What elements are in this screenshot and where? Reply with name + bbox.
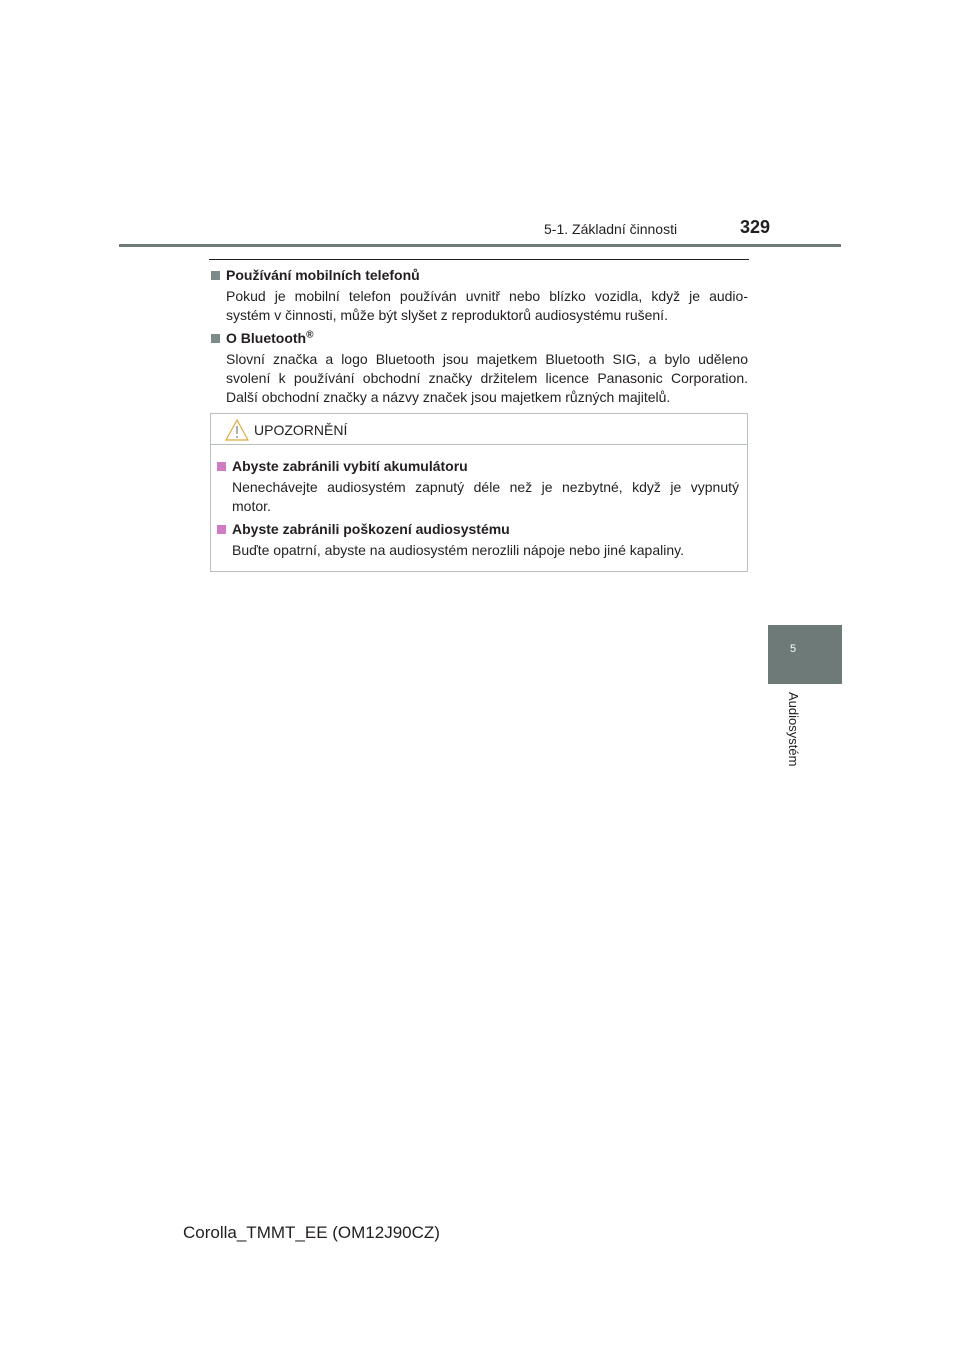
paragraph-line: systém v činnosti, může být slyšet z reproduktorů audiosystému rušení.	[226, 307, 668, 323]
paragraph-line: svolení k používání obchodní značky držitelem licence Panasonic Corporation.	[226, 370, 748, 386]
paragraph-line: motor.	[232, 498, 271, 514]
caution-paragraph-damage	[232, 541, 739, 560]
caution-box	[210, 413, 748, 572]
main-content	[210, 266, 748, 411]
caution-title: UPOZORNĚNÍ	[254, 422, 348, 438]
chapter-label: Audiosystém	[786, 692, 801, 767]
square-bullet-icon	[211, 334, 220, 343]
chapter-number: 5	[789, 643, 797, 655]
paragraph-line: Nenechávejte audiosystém zapnutý déle než je nezbytné, když je vypnutý	[232, 479, 739, 495]
caution-header	[211, 414, 747, 445]
paragraph-bluetooth	[226, 350, 748, 407]
square-bullet-icon	[217, 462, 226, 471]
caution-paragraph-battery	[232, 478, 739, 516]
paragraph-line: Pokud je mobilní telefon používán uvnitř nebo blízko vozidla, když je audio-	[226, 288, 748, 304]
caution-body	[211, 445, 747, 560]
section-heading-mobile-phones: Používání mobilních telefonů	[210, 266, 748, 285]
page-number: 329	[740, 217, 771, 237]
warning-triangle-icon	[225, 419, 249, 441]
section-heading-bluetooth: O Bluetooth®	[210, 329, 748, 348]
content-divider	[209, 259, 749, 260]
chapter-tab	[768, 625, 842, 684]
paragraph-line: Slovní značka a logo Bluetooth jsou majetkem Bluetooth SIG, a bylo uděleno	[226, 351, 748, 367]
footer-document-id: Corolla_TMMT_EE (OM12J90CZ)	[183, 1223, 440, 1242]
section-title: 5-1. Základní činnosti	[544, 221, 678, 237]
paragraph-mobile-phones	[226, 287, 748, 325]
paragraph-line: Buďte opatrní, abyste na audiosystém nerozlili nápoje nebo jiné kapaliny.	[232, 542, 684, 558]
square-bullet-icon	[211, 271, 220, 280]
square-bullet-icon	[217, 525, 226, 534]
caution-heading-damage: Abyste zabránili poškození audiosystému	[216, 520, 739, 539]
caution-heading-battery: Abyste zabránili vybití akumulátoru	[216, 457, 739, 476]
header-divider	[119, 244, 841, 247]
registered-mark: ®	[306, 329, 314, 341]
paragraph-line: Další obchodní značky a názvy značek jsou majetkem různých majitelů.	[226, 389, 671, 405]
